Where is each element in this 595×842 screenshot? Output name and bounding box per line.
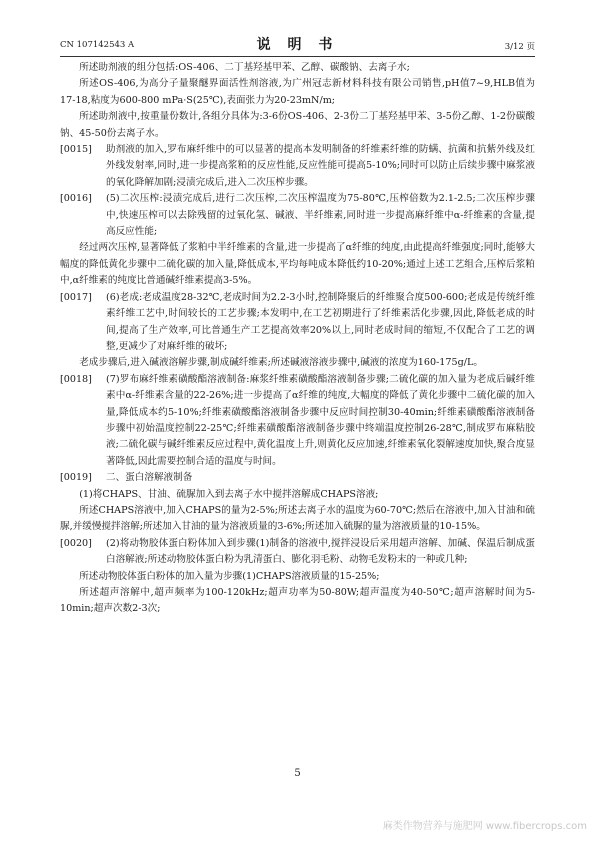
paragraph-text: (2)将动物胶体蛋白粉体加入到步骤(1)制备的溶液中,搅拌浸设后采用超声溶解、加碱、保温后制成蛋白溶解液;所述动物胶体蛋白粉为乳清蛋白、膨化羽毛粉、动物毛发粉末的一种或几种;: [106, 537, 535, 566]
page-header: [60, 34, 535, 54]
paragraph: [60, 240, 535, 289]
numbered-paragraph: [60, 372, 535, 470]
section-heading: [60, 470, 535, 486]
paragraph-text: (1)将CHAPS、甘油、硫脲加入到去离子水中搅拌溶解成CHAPS溶液;: [79, 488, 379, 500]
paragraph-number: [0020]: [60, 537, 92, 549]
page-counter: 3/12 页: [504, 42, 535, 52]
numbered-paragraph: [60, 536, 535, 569]
site-watermark: 麻类作物营养与施肥网 www.fibercrops.com: [382, 821, 587, 832]
paragraph-text: (6)老成:老成温度28-32℃,老成时间为2.2-3小时,控制降聚后的纤维聚合度500-600;老成是传统纤维素纤维工艺中,时间较长的工艺步骤;本发明中,在工艺初期进行了纤维素活化步骤,因此,降低老成的时间,提高了生产效率,可比普通生产工艺提高效率20%以上,同时老成时间的缩短,不仅配合了工艺的调整,更减少了对麻纤维的破坏;: [106, 291, 535, 352]
document-title: 说 明 书: [256, 37, 339, 53]
page-number: 5: [294, 768, 301, 779]
paragraph-text: 所述动物胶体蛋白粉体的加入量为步骤(1)CHAPS溶液质量的15-25%;: [79, 570, 380, 582]
paragraph-number: [0019]: [60, 472, 92, 484]
paragraph: [60, 76, 535, 109]
paragraph: [60, 569, 535, 585]
paragraph-text: 所述助剂液的组分包括:OS-406、二丁基羟基甲苯、乙醇、碳酸钠、去离子水;: [79, 62, 410, 73]
heading-text: 二、蛋白溶解液制备: [106, 472, 193, 484]
paragraph-text: 所述CHAPS溶液中,加入CHAPS的量为2-5%;所述去离子水的温度为60-70℃;然后在溶液中,加入甘油和硫脲,并缓慢搅拌溶解;所述加入甘油的量为溶液质量的3-6%;所述加入硫脲的量为溶液质量的10-15%。: [60, 504, 535, 533]
numbered-paragraph: [60, 290, 535, 356]
paragraph-text: 所述OS-406,为高分子量聚醚界面活性剂溶液,为广州冠志新材料科技有限公司销售,pH值7~9,HLB值为17-18,粘度为600-800 mPa·S(25℃),表面张力为20-23mN/m;: [60, 78, 535, 106]
paragraph-text: 所述超声溶解中,超声频率为100-120kHz;超声功率为50-80W;超声温度为40-50℃;超声溶解时间为5-10min;超声次数2-3次;: [60, 587, 535, 615]
paragraph-number: [0018]: [60, 373, 92, 385]
header-divider: [60, 56, 535, 57]
paragraph: [60, 355, 535, 371]
paragraph-number: [0016]: [60, 193, 92, 205]
paragraph-text: 经过两次压榨,显著降低了浆粕中半纤维素的含量,进一步提高了α纤维的纯度,由此提高纤维强度;同时,能够大幅度的降低黄化步骤中二硫化碳的加入量,降低成本,平均每吨成本降低约10-20%;通过上述工艺组合,压榨后浆粕中,α纤维素的纯度比普通碱纤维素提高3-5%。: [60, 242, 535, 287]
paragraph-text: 老成步骤后,进入碱液溶解步骤,制成碱纤维素;所述碱液溶液步骤中,碱液的浓度为160-175g/L。: [79, 357, 483, 369]
numbered-paragraph: [60, 191, 535, 240]
paragraph-number: [0015]: [60, 144, 92, 156]
paragraph: [60, 503, 535, 536]
paragraph: [60, 60, 535, 76]
patent-number: CN 107142543 A: [60, 40, 135, 50]
paragraph-text: 所述助剂液中,按重量份数计,各组分具体为:3-6份OS-406、2-3份二丁基羟基甲苯、3-5份乙醇、1-2份碳酸钠、45-50份去离子水。: [60, 111, 535, 139]
paragraph-number: [0017]: [60, 291, 92, 303]
paragraph-text: 助剂液的加入,罗布麻纤维中的可以显著的提高本发明制备的纤维素纤维的防螨、抗菌和抗紫外线及红外线发射率,同时,进一步提高浆粕的反应性能,反应性能可提高5-10%;同时可以防止后续步骤中麻浆液的氧化降解加剧;浸渍完成后,进入二次压榨步骤。: [106, 144, 535, 188]
document-body: [60, 60, 535, 618]
paragraph: [60, 487, 535, 503]
paragraph-text: (5)二次压榨:浸渍完成后,进行二次压榨,二次压榨温度为75-80℃,压榨倍数为2.1-2.5;二次压榨步骤中,快速压榨可以去除残留的过氧化氢、碱液、半纤维素,同时进一步提高麻纤维中α-纤维素的含量,提高反应性能;: [106, 193, 535, 238]
paragraph: [60, 109, 535, 142]
paragraph: [60, 585, 535, 618]
paragraph-text: (7)罗布麻纤维素磺酸酯溶液制备:麻浆纤维素磺酸酯溶液制备步骤;二硫化碳的加入量为老成后碱纤维素中α-纤维素含量的22-26%;进一步提高了α纤维的纯度,大幅度的降低了黄化步骤中二硫化碳的加入量,降低成本约5-10%;纤维素磺酸酯溶液制备步骤中反应时间控制30-40min;纤维素磺酸酯溶液制备步骤中初始温度控制22-25℃;纤维素磺酸酯溶液制备步骤中终端温度控制26-28℃,制成罗布麻粘胶液;二硫化碳与碱纤维素反应过程中,黄化温度上升,则黄化反应加速,纤维素氧化裂解速度加快,聚合度显著降低,因此需要控制合适的温度与时间。: [106, 373, 535, 467]
numbered-paragraph: [60, 142, 535, 191]
